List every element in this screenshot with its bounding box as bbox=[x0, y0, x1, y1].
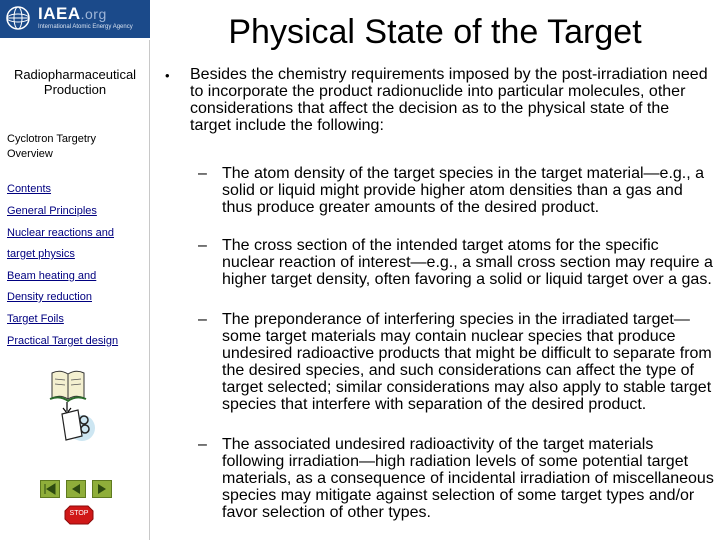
dash-marker: – bbox=[198, 237, 207, 254]
course-title-line2: Production bbox=[43, 82, 107, 97]
next-icon bbox=[93, 481, 111, 497]
document-gear-icon bbox=[58, 408, 96, 444]
course-title-line1: Radiopharmaceutical bbox=[13, 67, 137, 82]
logo-subtitle: International Atomic Energy Agency bbox=[38, 24, 133, 30]
previous-slide-button[interactable] bbox=[66, 480, 86, 498]
nav-link-nuclear-reactions[interactable]: Nuclear reactions and bbox=[7, 227, 115, 239]
stop-button[interactable] bbox=[64, 505, 94, 525]
iaea-logo bbox=[0, 0, 150, 38]
nav-link-general-principles[interactable]: General Principles bbox=[7, 205, 97, 217]
nav-link-target-foils[interactable]: Target Foils bbox=[7, 313, 64, 325]
list-item-text: The associated undesired radioactivity of the target materials following irradiation—high radiation levels of some potential target materials, as a consequence of incidental irradiation of miscellaneous species may mitigate against selection of some target types and/or favor selection of other types. bbox=[222, 436, 714, 521]
section-title-line2: Overview bbox=[7, 148, 53, 160]
nav-link-beam-heating[interactable]: Beam heating and bbox=[7, 270, 97, 282]
sidebar-divider bbox=[149, 40, 150, 540]
list-item-text: The cross section of the intended target atoms for the specific nuclear reaction of interest—e.g., a small cross section may require a higher target density, often favoring a solid or liquid target over a gas. bbox=[222, 237, 713, 288]
previous-icon bbox=[67, 481, 85, 497]
logo-domain: .org bbox=[80, 6, 107, 22]
bullet-marker: • bbox=[165, 68, 170, 83]
nav-link-practical-target-design[interactable]: Practical Target design bbox=[7, 335, 119, 347]
nav-link-contents[interactable]: Contents bbox=[7, 183, 52, 195]
nav-link-target-physics[interactable]: target physics bbox=[7, 248, 75, 260]
list-item-text: The preponderance of interfering species in the irradiated target—some target materials may contain nuclear species that produce undesired radioactive products that might be difficult to separate from the desired species, and such considerations can affect the type of target selected; similar considerations may also apply to stable target species that interfere with separation of the desired product. bbox=[222, 311, 712, 413]
sidebar bbox=[0, 0, 150, 540]
dash-marker: – bbox=[198, 165, 207, 182]
stop-label: STOP bbox=[69, 510, 89, 517]
logo-name: IAEA.org bbox=[38, 4, 107, 23]
next-slide-button[interactable] bbox=[92, 480, 112, 498]
first-slide-button[interactable] bbox=[40, 480, 60, 498]
nav-link-density-reduction[interactable]: Density reduction bbox=[7, 291, 92, 303]
dash-marker: – bbox=[198, 436, 207, 453]
section-title-line1: Cyclotron Targetry bbox=[7, 133, 97, 145]
page-title: Physical State of the Target bbox=[228, 13, 642, 51]
intro-paragraph: Besides the chemistry requirements imposed by the post-irradiation need to incorporate the product radionuclide into particular molecules, other considerations that affect the decision as to the physical state of the target include the following: bbox=[190, 66, 708, 134]
globe-icon bbox=[4, 4, 32, 32]
first-icon bbox=[41, 481, 59, 497]
dash-marker: – bbox=[198, 311, 207, 328]
book-icon bbox=[48, 365, 88, 403]
list-item-text: The atom density of the target species in the target material—e.g., a solid or liquid might provide higher atom densities than a gas and thus produce greater amounts of the desired product. bbox=[222, 165, 705, 216]
